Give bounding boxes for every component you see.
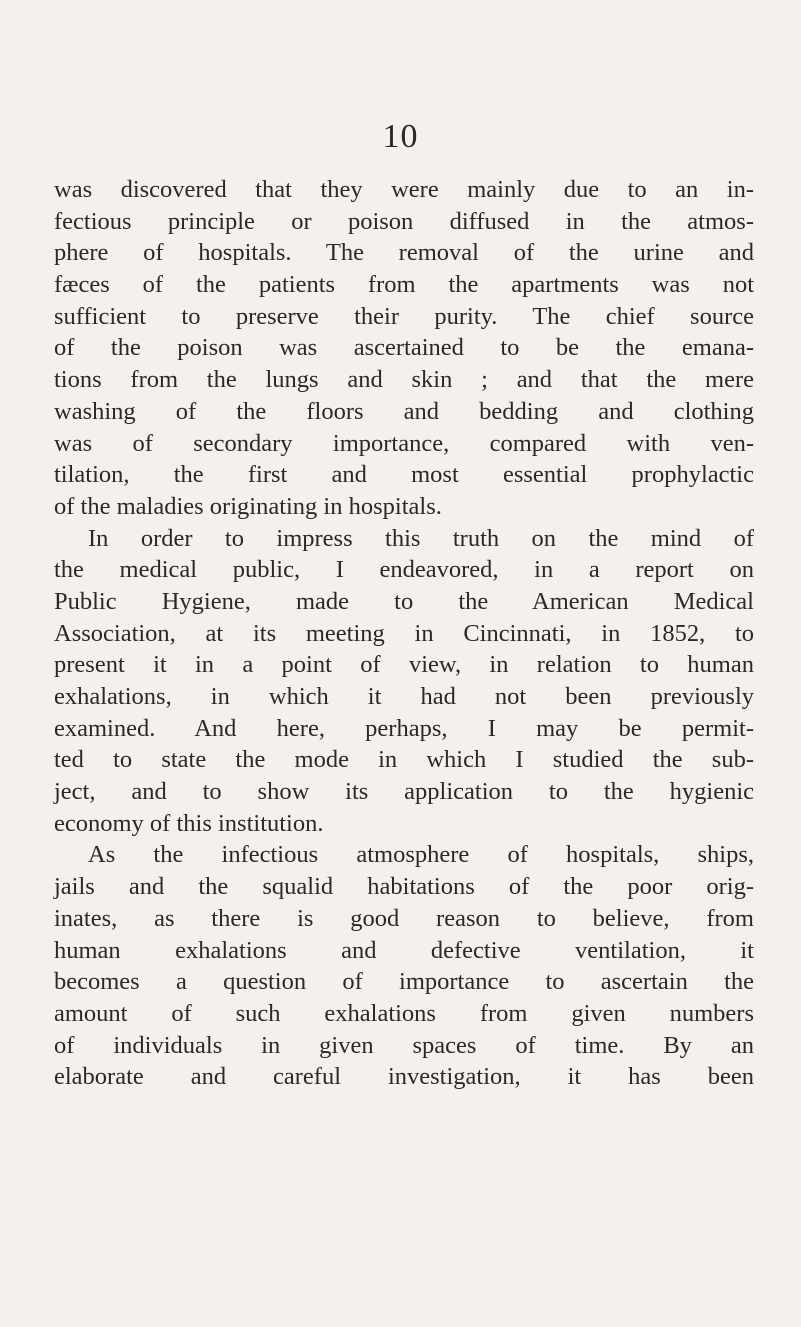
text-line: inates, as there is good reason to believe, from xyxy=(54,904,754,932)
text-line: fectious principle or poison diffused in the atmos- xyxy=(54,207,754,235)
text-line: Association, at its meeting in Cincinnati, in 1852, to xyxy=(54,619,754,647)
text-line: As the infectious atmosphere of hospitals, ships, xyxy=(88,841,754,869)
text-line: washing of the floors and bedding and clothing xyxy=(54,397,754,425)
text-line: sufficient to preserve their purity. The chief source xyxy=(54,302,754,330)
text-line: of individuals in given spaces of time. By an xyxy=(54,1031,754,1059)
text-line: amount of such exhalations from given numbers xyxy=(54,999,754,1027)
text-line: elaborate and careful investigation, it has been xyxy=(54,1063,754,1091)
text-line: Public Hygiene, made to the American Medical xyxy=(54,587,754,615)
text-line: phere of hospitals. The removal of the urine and xyxy=(54,239,754,267)
text-line: the medical public, I endeavored, in a report on xyxy=(54,556,754,584)
text-line: fæces of the patients from the apartments was not xyxy=(54,271,754,299)
text-line: becomes a question of importance to ascertain the xyxy=(54,968,754,996)
text-line: was discovered that they were mainly due to an in- xyxy=(54,176,754,203)
text-line: exhalations, in which it had not been previously xyxy=(54,683,754,710)
text-line: of the maladies originating in hospitals. xyxy=(54,492,442,520)
page-number: 10 xyxy=(382,118,419,155)
text-line: of the poison was ascertained to be the emana- xyxy=(54,334,754,362)
text-line: ject, and to show its application to the hygienic xyxy=(54,778,754,806)
text-line: was of secondary importance, compared with ven- xyxy=(54,429,754,457)
text-line: present it in a point of view, in relation to human xyxy=(54,651,754,679)
text-line: jails and the squalid habitations of the poor orig- xyxy=(54,873,754,901)
text-line: examined. And here, perhaps, I may be permit- xyxy=(54,714,754,742)
body-text xyxy=(54,174,754,1093)
text-line: economy of this institution. xyxy=(54,809,324,837)
text-line: human exhalations and defective ventilation, it xyxy=(54,936,754,964)
text-line: In order to impress this truth on the mind of xyxy=(88,524,754,552)
text-line: tions from the lungs and skin ; and that the mere xyxy=(54,366,754,394)
text-line: ted to state the mode in which I studied the sub- xyxy=(54,746,754,774)
text-line: tilation, the first and most essential prophylactic xyxy=(54,461,754,489)
